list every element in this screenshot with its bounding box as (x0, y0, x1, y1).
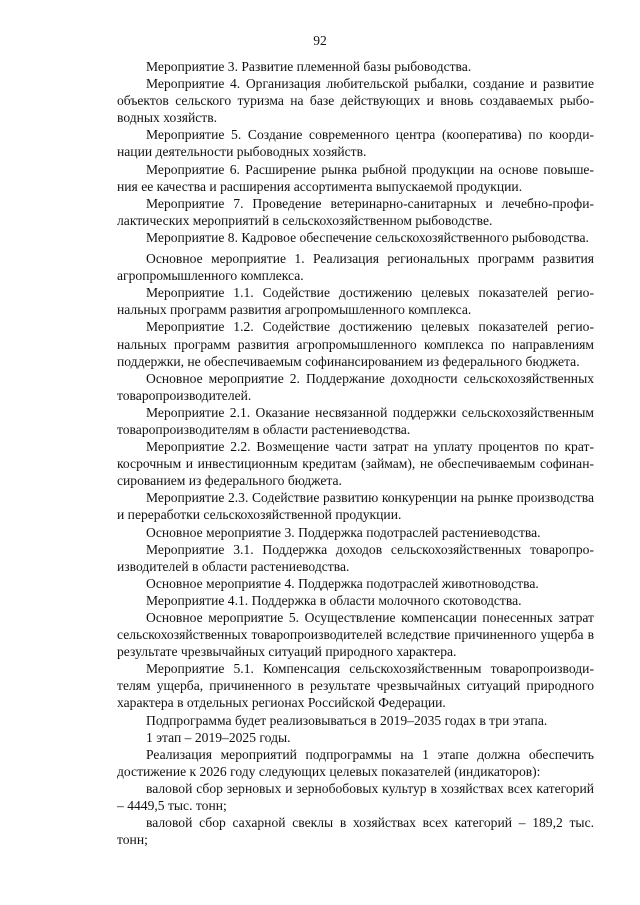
paragraph: 1 этап – 2019–2025 годы. (146, 729, 291, 745)
paragraph: Мероприятие 6. Расширение рынка рыбной продукции на основе повышения ее качества и расширения ассортимента выпускаемой продукции. (117, 161, 594, 194)
paragraph: Реализация мероприятий подпрограммы на 1 этапе должна обеспечить достижение к 2026 году следующих целевых показателей (индикаторов): (117, 746, 594, 779)
paragraph: Мероприятие 1.2. Содействие достижению целевых показателей региональных программ развития агропромышленного комплекса по направлениям поддержки, не обеспечиваемым софинансированием из федерального бюджета. (117, 319, 594, 369)
paragraph: Подпрограмма будет реализовываться в 2019–2035 годах в три этапа. (146, 712, 548, 728)
paragraph: Мероприятие 1.1. Содействие достижению целевых показателей региональных программ развития агропромышленного комплекса. (117, 285, 594, 318)
paragraph: Основное мероприятие 3. Поддержка подотраслей растениеводства. (146, 524, 541, 540)
paragraph: Мероприятие 5. Создание современного центра (кооператива) по координации деятельности рыбоводных хозяйств. (117, 127, 594, 160)
paragraph: Мероприятие 7. Проведение ветеринарно-санитарных и лечебно-профилактических мероприятий в сельскохозяйственном рыбоводстве. (117, 195, 594, 228)
paragraph: Мероприятие 4.1. Поддержка в области молочного скотоводства. (146, 592, 522, 608)
page-number: 92 (313, 33, 327, 48)
paragraph: Основное мероприятие 1. Реализация региональных программ развития агропромышленного комплекса. (117, 251, 594, 284)
paragraph: Основное мероприятие 4. Поддержка подотраслей животноводства. (146, 575, 539, 591)
paragraph: Мероприятие 8. Кадровое обеспечение сельскохозяйственного рыбоводства. (146, 229, 589, 245)
document-body (117, 58, 594, 848)
paragraph: Мероприятие 2.1. Оказание несвязанной поддержки сельскохозяйственным товаропроизводителям в области растениеводства. (117, 404, 594, 437)
paragraph: валовой сбор зерновых и зернобобовых культур в хозяйствах всех категорий – 4449,5 тыс. тонн; (117, 780, 594, 814)
paragraph: Мероприятие 4. Организация любительской рыбалки, создание и развитие объектов сельского туризма на базе действующих и вновь создаваемых рыбоводных хозяйств. (117, 76, 594, 126)
paragraph: Мероприятие 2.3. Содействие развитию конкуренции на рынке производства и переработки сельскохозяйственной продукции. (117, 490, 594, 523)
paragraph: валовой сбор сахарной свеклы в хозяйствах всех категорий – 189,2 тыс. тонн; (117, 815, 594, 848)
paragraph: Мероприятие 2.2. Возмещение части затрат на уплату процентов по краткосрочным и инвестиционным кредитам (займам), не обеспечиваемым софинансированием из федерального бюджета. (117, 439, 594, 489)
paragraph: Основное мероприятие 5. Осуществление компенсации понесенных затрат сельскохозяйственных товаропроизводителей вследствие причиненного ущерба в результате чрезвычайных ситуаций природного характера. (117, 610, 594, 660)
paragraph: Мероприятие 3.1. Поддержка доходов сельскохозяйственных товаропроизводителей в области растениеводства. (117, 541, 594, 574)
paragraph: Основное мероприятие 2. Поддержание доходности сельскохозяйственных товаропроизводителей. (117, 370, 594, 403)
paragraph: Мероприятие 5.1. Компенсация сельскохозяйственным товаропроизводителям ущерба, причиненного в результате чрезвычайных ситуаций природного характера в отдельных регионах Российской Федерации. (117, 661, 594, 711)
paragraph: Мероприятие 3. Развитие племенной базы рыбоводства. (146, 59, 472, 74)
